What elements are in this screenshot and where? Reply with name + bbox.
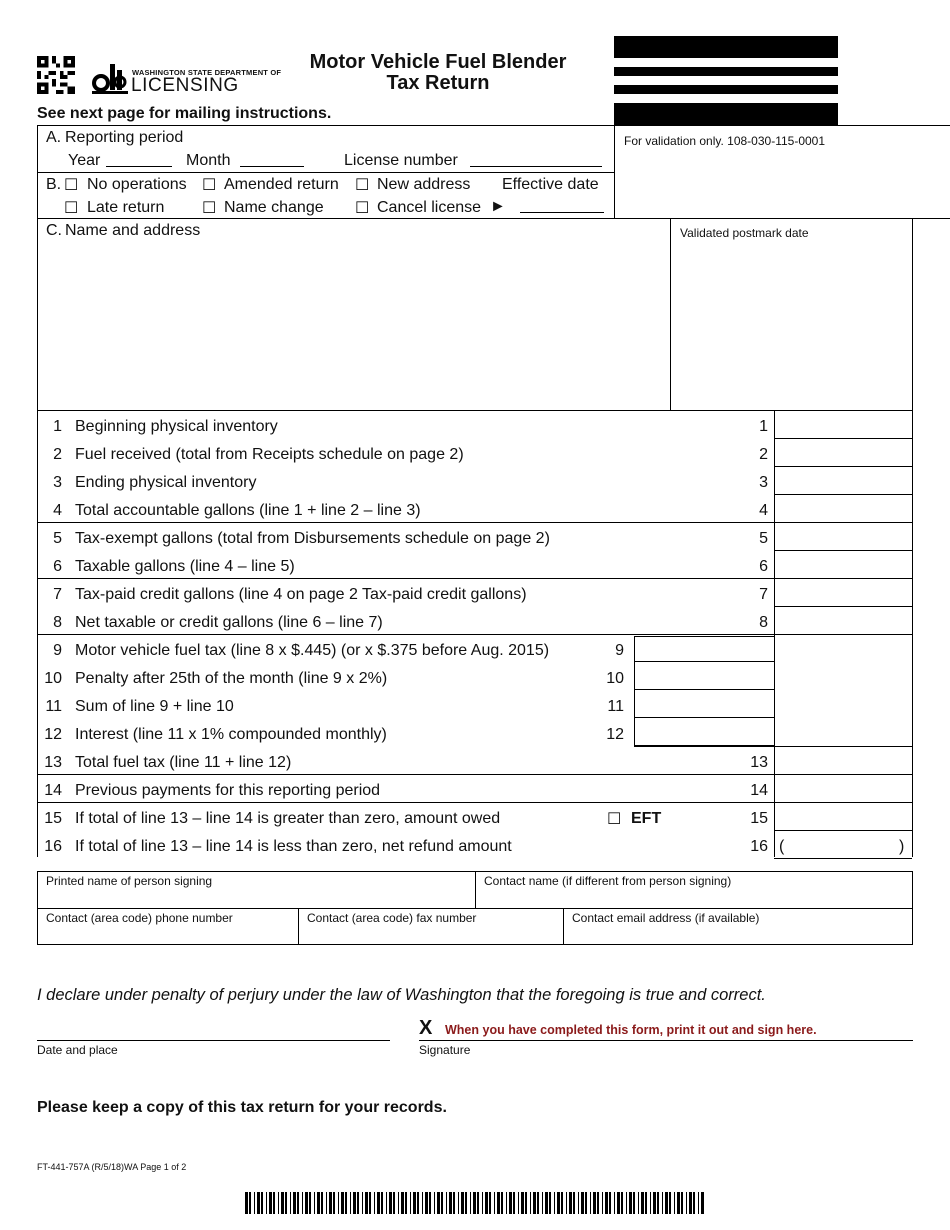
line-2-number: 2 <box>53 446 62 463</box>
printed-name-label: Printed name of person signing <box>46 874 213 888</box>
title-line-2: Tax Return <box>386 72 490 94</box>
line-8-number: 8 <box>53 614 62 631</box>
month-label: Month <box>186 152 231 169</box>
redaction-bar <box>614 36 838 58</box>
redaction-bar <box>614 103 838 125</box>
line-13-number: 13 <box>44 754 62 771</box>
new-address-checkbox[interactable]: ☐ <box>355 177 370 194</box>
section-c-label: C. <box>46 222 62 239</box>
validation-note: For validation only. 108-030-115-0001 <box>624 134 826 148</box>
cancel-license-label: Cancel license <box>377 199 482 216</box>
line-15-label: If total of line 13 – line 14 is greater than zero, amount owed <box>75 810 501 827</box>
barcode <box>245 1192 705 1214</box>
refund-close-paren: ) <box>899 838 905 855</box>
line-4-amount-field[interactable] <box>777 498 910 520</box>
line-3-amount-field[interactable] <box>777 470 910 492</box>
postmark-label: Validated postmark date <box>680 226 809 240</box>
eft-checkbox[interactable]: ☐ <box>607 811 622 828</box>
line-14-ref: 14 <box>750 782 768 799</box>
line-4-number: 4 <box>53 502 62 519</box>
line-16-label: If total of line 13 – line 14 is less than zero, net refund amount <box>75 838 512 855</box>
line-8-label: Net taxable or credit gallons (line 6 – line 7) <box>75 614 383 631</box>
line-14-number: 14 <box>44 782 62 799</box>
year-label: Year <box>68 152 101 169</box>
line-12-ref: 12 <box>606 726 624 743</box>
amended-return-checkbox[interactable]: ☐ <box>202 177 217 194</box>
signature-label: Signature <box>419 1043 471 1057</box>
phone-field[interactable] <box>40 925 295 943</box>
line-9-amount-field[interactable] <box>637 638 771 660</box>
cancel-license-checkbox[interactable]: ☐ <box>355 200 370 217</box>
month-field[interactable] <box>240 166 304 167</box>
declaration-text: I declare under penalty of perjury under the law of Washington that the foregoing is true and correct. <box>37 986 766 1004</box>
line-4-label: Total accountable gallons (line 1 + line 2 – line 3) <box>75 502 421 519</box>
line-6-ref: 6 <box>759 558 768 575</box>
late-return-label: Late return <box>87 199 165 216</box>
name-change-checkbox[interactable]: ☐ <box>202 200 217 217</box>
line-11-label: Sum of line 9 + line 10 <box>75 698 234 715</box>
line-5-label: Tax-exempt gallons (total from Disbursements schedule on page 2) <box>75 530 550 547</box>
line-8-ref: 8 <box>759 614 768 631</box>
line-10-ref: 10 <box>606 670 624 687</box>
line-7-amount-field[interactable] <box>777 582 910 604</box>
line-2-ref: 2 <box>759 446 768 463</box>
line-7-ref: 7 <box>759 586 768 603</box>
name-address-field[interactable] <box>46 244 664 404</box>
amended-return-label: Amended return <box>224 176 339 193</box>
effective-date-field[interactable] <box>520 212 604 213</box>
redaction-bar <box>614 67 838 76</box>
new-address-label: New address <box>377 176 471 193</box>
license-number-label: License number <box>344 152 458 169</box>
line-11-ref: 11 <box>607 698 624 715</box>
section-b-label: B. <box>46 176 62 193</box>
signature-x-mark: X <box>419 1017 433 1039</box>
title-line-1: Motor Vehicle Fuel Blender <box>309 51 567 73</box>
line-6-amount-field[interactable] <box>777 554 910 576</box>
name-change-label: Name change <box>224 199 324 216</box>
line-2-amount-field[interactable] <box>777 442 910 464</box>
line-16-ref: 16 <box>750 838 768 855</box>
signature-field[interactable] <box>419 1040 913 1041</box>
line-1-ref: 1 <box>759 418 768 435</box>
line-12-amount-field[interactable] <box>637 722 771 744</box>
email-field[interactable] <box>566 925 910 943</box>
arrow-icon: ► <box>490 198 506 215</box>
line-13-label: Total fuel tax (line 11 + line 12) <box>75 754 292 771</box>
no-operations-checkbox[interactable]: ☐ <box>64 177 79 194</box>
line-3-number: 3 <box>53 474 62 491</box>
form-title <box>280 52 596 94</box>
line-14-label: Previous payments for this reporting period <box>75 782 381 799</box>
contact-name-field[interactable] <box>478 888 910 906</box>
line-9-ref: 9 <box>615 642 624 659</box>
email-label: Contact email address (if available) <box>572 911 760 925</box>
line-13-ref: 13 <box>750 754 768 771</box>
line-10-label: Penalty after 25th of the month (line 9 x 2%) <box>75 670 388 687</box>
line-14-amount-field[interactable] <box>777 778 910 800</box>
license-number-field[interactable] <box>470 166 602 167</box>
line-16-number: 16 <box>44 838 62 855</box>
redaction-bar <box>614 85 838 94</box>
line-11-amount-field[interactable] <box>637 694 771 716</box>
reporting-period-title: Reporting period <box>65 129 184 146</box>
line-13-amount-field[interactable] <box>777 750 910 772</box>
line-15-number: 15 <box>44 810 62 827</box>
fax-label: Contact (area code) fax number <box>307 911 477 925</box>
line-9-number: 9 <box>53 642 62 659</box>
printed-name-field[interactable] <box>40 888 472 906</box>
line-16-amount-field[interactable] <box>777 834 910 856</box>
line-11-number: 11 <box>45 698 62 715</box>
line-1-label: Beginning physical inventory <box>75 418 278 435</box>
line-15-ref: 15 <box>750 810 768 827</box>
year-field[interactable] <box>106 166 172 167</box>
keep-copy-note: Please keep a copy of this tax return for your records. <box>37 1099 447 1116</box>
fax-field[interactable] <box>301 925 560 943</box>
line-7-label: Tax-paid credit gallons (line 4 on page 2 Tax-paid credit gallons) <box>75 586 527 603</box>
line-2-label: Fuel received (total from Receipts schedule on page 2) <box>75 446 464 463</box>
effective-date-label: Effective date <box>502 176 599 193</box>
date-place-field[interactable] <box>37 1040 390 1041</box>
line-9-label: Motor vehicle fuel tax (line 8 x $.445) (or x $.375 before Aug. 2015) <box>75 642 550 659</box>
line-5-ref: 5 <box>759 530 768 547</box>
line-15-amount-field[interactable] <box>777 806 910 828</box>
section-a-label: A. <box>46 129 62 146</box>
line-3-label: Ending physical inventory <box>75 474 257 491</box>
line-6-number: 6 <box>53 558 62 575</box>
line-1-number: 1 <box>53 418 62 435</box>
refund-open-paren: ( <box>779 838 785 855</box>
name-address-title: Name and address <box>65 222 201 239</box>
form-footer: FT-441-757A (R/5/18)WA Page 1 of 2 <box>37 1162 187 1172</box>
phone-label: Contact (area code) phone number <box>46 911 233 925</box>
line-4-ref: 4 <box>759 502 768 519</box>
qr-code <box>37 56 75 94</box>
line-10-amount-field[interactable] <box>637 666 771 688</box>
mailing-note: See next page for mailing instructions. <box>37 105 332 122</box>
line-5-amount-field[interactable] <box>777 526 910 548</box>
line-10-number: 10 <box>44 670 62 687</box>
no-operations-label: No operations <box>87 176 187 193</box>
date-place-label: Date and place <box>37 1043 118 1057</box>
eft-label: EFT <box>631 810 662 827</box>
line-6-label: Taxable gallons (line 4 – line 5) <box>75 558 295 575</box>
signature-note: When you have completed this form, print it out and sign here. <box>445 1023 817 1037</box>
line-3-ref: 3 <box>759 474 768 491</box>
late-return-checkbox[interactable]: ☐ <box>64 200 79 217</box>
line-5-number: 5 <box>53 530 62 547</box>
line-12-number: 12 <box>44 726 62 743</box>
licensing-logo-icon <box>92 62 128 94</box>
contact-name-label: Contact name (if different from person signing) <box>484 874 732 888</box>
line-12-label: Interest (line 11 x 1% compounded monthly) <box>75 726 387 743</box>
agency-licensing: LICENSING <box>131 75 239 96</box>
line-8-amount-field[interactable] <box>777 610 910 632</box>
line-7-number: 7 <box>53 586 62 603</box>
line-1-amount-field[interactable] <box>777 414 910 436</box>
agency-name: WASHINGTON STATE DEPARTMENT OF <box>132 68 282 77</box>
